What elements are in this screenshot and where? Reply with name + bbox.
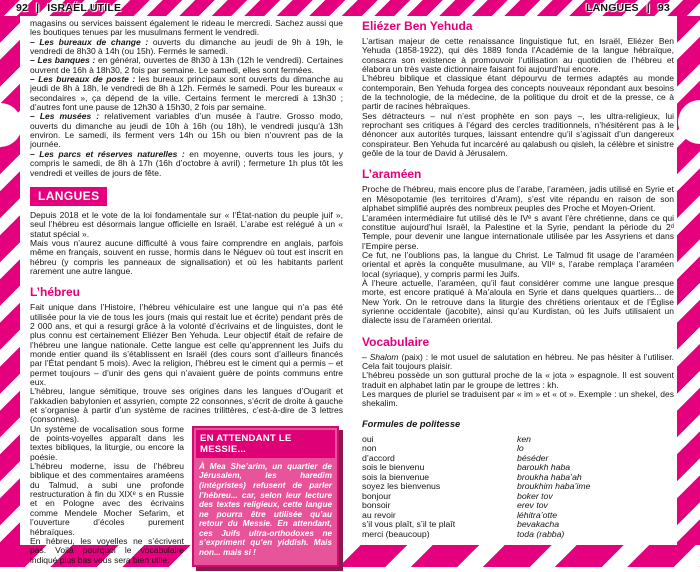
- phrase-french: bonjour: [362, 490, 391, 501]
- phrase-french: s’il vous plaît, s’il te plaît: [362, 519, 456, 530]
- phrase-french: merci (beaucoup): [362, 528, 430, 539]
- right-page-column: [362, 19, 674, 539]
- section-banner-langues: LANGUES: [30, 187, 107, 206]
- bullet-lead: – Les parcs et réserves naturelles :: [30, 148, 185, 159]
- phrase-hebrew: bevakacha: [517, 519, 560, 530]
- paragraph-vocabulaire-1: [362, 353, 674, 372]
- bullet-lead: – Les bureaux de change :: [30, 36, 149, 47]
- paragraph-hebreu-3: Un système de vocalisation sous forme de points-voyelles apparaît dans les textes bibliques, la liturgie, ou encore la poésie.: [30, 423, 184, 462]
- sidebar-box-text: À Mea She’arim, un quartier de Jérusalem, les haredim (intégristes) refusent de parler l’hébreu... car, selon leur lecture des textes religieux, cette langue ne pourra être utilisée qu’au retour du Messie. En attendant, ces Juifs ultra-orthodoxes ne s’expriment qu’en yiddish. Mais non... mais si !: [199, 461, 332, 558]
- bullet-lead: – Les bureaux de poste :: [30, 74, 136, 85]
- phrase-hebrew: ken: [517, 433, 532, 444]
- paragraph-arameen-2: L’araméen intermédiaire fut utilisé dès le IVᵉ s avant l’ère chrétienne, dans ce qui constitue aujourd’hui Israël, la Palestine et la Syrie, pendant la période du 2ᵈ Temple, pour devenir une langue internationale utilisée par les Assyriens et dans l’Empire perse.: [362, 212, 674, 251]
- bullet-text: les bureaux principaux sont ouverts du dimanche au jeudi de 8h à 18h, le vendredi de 8h à 12h. Fermés le samedi. Pour les bureaux « secondaires », ça dépend de la ville. Certains ferment le mercredi à 13h30 ; d’autres font une pause de 12h30 à 15h30, 2 fois par semaine.: [30, 74, 343, 113]
- vocab-text: (paix) : le mot usuel de salutation en hébreu. Ne pas hésiter à l’utiliser. Cela fait toujours plaisir.: [362, 351, 674, 371]
- bullet-musees: [30, 112, 343, 149]
- subheading-arameen: L’araméen: [362, 167, 422, 182]
- phrase-hebrew: toda (rabba): [517, 528, 565, 539]
- subheading-ben-yehuda: Eliézer Ben Yehuda: [362, 19, 473, 33]
- bullet-text: en moyenne, ouverts tous les jours, y compris le samedi, de 8h à 17h (16h d’octobre à avril) ; fermeture 1h plus tôt les vendredi et veilles de jours de fête.: [30, 148, 344, 178]
- paragraph-hebreu-1: Fait unique dans l’Histoire, l’hébreu véhiculaire est une langue qui n’a pas été utilisée pour la vie de tous les jours (mais qui restait lue et écrite) pendant près de 2 000 ans, et qui a resurgi grâce à la volonté d’écrivains et de linguistes, dont le plus connu est certainement Eliézer Ben Yehuda. Leur objectif était de refaire de l’hébreu une langue nationale. Cette langue est celle qu’apprennent les Juifs du monde entier quand ils s’établissent en Israël (des cours sont d’ailleurs financés par l’État pendant 5 mois). Avec la religion, l’hébreu est le ciment qui a permis – et permet toujours – d’unir des gens qui n’avaient guère de points communs entre eux.: [30, 302, 343, 387]
- phrase-hebrew: broukha haba’ah: [517, 471, 582, 482]
- running-head-separator: |: [646, 2, 650, 14]
- bullet-lead: – Les banques :: [30, 55, 96, 66]
- bullet-text: en général, ouvertes de 8h30 à 13h (12h le vendredi). Certaines ouvrent de 16h à 18h30, 2 fois par semaine. Le samedi, elles sont fermées.: [30, 55, 343, 75]
- phrase-hebrew: béséder: [517, 452, 549, 463]
- sidebar-box-messie: [192, 426, 339, 567]
- running-head-separator: |: [36, 2, 40, 14]
- page-number-left: 92: [16, 2, 29, 14]
- phrase-hebrew: erev tov: [517, 500, 548, 511]
- phrase-french: sois la bienvenue: [362, 471, 430, 482]
- bullet-text: ouverts du dimanche au jeudi de 9h à 19h, le vendredi de 8h30 à 14h (ou 15h). Fermés le samedi.: [30, 36, 343, 57]
- bullet-bureaux-de-change: [30, 38, 343, 57]
- running-head-left-title: ISRAËL UTILE: [47, 2, 122, 14]
- phrase-hebrew: boker tov: [517, 490, 553, 501]
- paragraph-arameen-4: À l’heure actuelle, l’araméen, qu’il faut considérer comme une langue presque morte, est encore pratiqué à Ma’aloula en Syrie et dans quelques quartiers... de New York. On le retrouve dans la liturgie des chrétiens orientaux et de l’Église syrienne occidentale (jacobite), ainsi qu’au Kurdistan, où les Juifs utilisaient un dialecte issu de l’araméen oriental.: [362, 277, 674, 326]
- paragraph-ben-yehuda-1: L’artisan majeur de cette renaissance linguistique fut, en Israël, Eliézer Ben Yehuda (1858-1922), qui dès 1889 fonda l’Académie de la langue hébraïque, consacra son existence à promouvoir l’utilisation au quotidien de l’hébreu et élabora un très vaste dictionnaire faisant foi aujourd’hui encore.: [362, 36, 674, 75]
- running-head-right: [582, 2, 674, 14]
- stripe-border-left: [0, 16, 20, 545]
- running-head-right-title: LANGUES: [586, 2, 639, 14]
- bullet-lead: – Les musées :: [30, 111, 100, 122]
- left-page-column: [30, 19, 343, 572]
- bullet-text: relativement variables d’un musée à l’autre. Grosso modo, ouverts du dimanche au jeudi de 10h à 16h (ou 18h), le vendredi jusqu’à 13h environ. Le samedi, ils ferment vers 14h ou 15h ou bien n’ouvrent pas de la journée.: [30, 111, 343, 150]
- phrase-hebrew: baroukh haba: [517, 462, 571, 473]
- phrase-french: bonsoir: [362, 500, 391, 511]
- phrase-french: au revoir: [362, 509, 396, 520]
- paragraph-arameen-1: Proche de l’hébreu, mais encore plus de l’arabe, l’araméen, jadis utilisé en Syrie et en Mésopotamie (les territoires d’Aram), s’est vite répandu en raison de son alphabet simplifié auprès des nombreux peuples des Proche et Moyen-Orient.: [362, 184, 674, 214]
- paragraph-langues-1: Depuis 2018 et le vote de la loi fondamentale sur « l’État-nation du peuple juif », seul l’hébreu est désormais langue officielle en Israël. L’arabe est relégué à un « statut spécial ».: [30, 209, 343, 239]
- paragraph-arameen-3: Ce fut, ne l’oublions pas, la langue du Christ. Le Talmud fit usage de l’araméen oriental et après la conquête musulmane, au VIIᵉ s, l’arabe remplaça l’araméen local (syriaque), y compris parmi les Juifs.: [362, 249, 674, 279]
- paragraph-langues-2: Mais vous n’aurez aucune difficulté à vous faire comprendre en anglais, parfois même en français, souvent en russe, hormis dans le Néguev où tout est inscrit en hébreu (y compris les panneaux de signalisation) et où les habitants parlent rarement une autre langue.: [30, 237, 343, 276]
- phrase-french: sois le bienvenu: [362, 462, 425, 473]
- phrase-french: soyez les bienvenus: [362, 481, 441, 492]
- subheading-vocabulaire: Vocabulaire: [362, 334, 430, 349]
- phrase-hebrew: léhitra’otte: [517, 509, 558, 520]
- phrase-row: [362, 530, 674, 540]
- paragraph-hebreu-5: En hébreu, les voyelles ne s’écrivent pas. Voilà pourquoi le vocabulaire indiqué plus bas vous sera bien utile.: [30, 535, 184, 565]
- running-head-left: [12, 2, 125, 14]
- phrase-french: d’accord: [362, 452, 395, 463]
- sidebar-box-title: EN ATTENDANT LE MESSIE...: [196, 430, 335, 458]
- phrase-french: oui: [362, 433, 374, 444]
- paragraph-vocabulaire-3: Les marques de pluriel se traduisent par « im » et « ot ». Exemple : un shekel, des shekalim.: [362, 389, 674, 409]
- bullet-parcs-reserves: [30, 150, 343, 178]
- stripe-border-right: [677, 16, 700, 545]
- bullet-bureaux-de-poste: [30, 75, 343, 112]
- phrase-hebrew: broukhim haba’ime: [517, 481, 591, 492]
- vocab-lead-shalom: – Shalom: [362, 351, 399, 362]
- paragraph-hebreu-2: L’hébreu, langue sémitique, trouve ses origines dans les langues d’Ougarit et l’akkadien babylonien et assyrien, compte 22 consonnes, s’écrit de droite à gauche et s’organise à partir d’un système de racines trilittères, c’est-à-dire de 3 lettres (consonnes).: [30, 386, 343, 425]
- paragraph-ben-yehuda-2: L’hébreu biblique et classique étant dépourvu de termes adaptés au monde contemporain, Ben Yehuda forgea des concepts nouveaux répondant aux besoins de la technologie, de la médecine, de la politique du droit et de la presse, ce à partir de racines hébraïques.: [362, 73, 674, 112]
- page-number-right: 93: [657, 2, 670, 14]
- bullet-banques: [30, 56, 343, 75]
- paragraph-opening-hours: magasins ou services baissent également le rideau le mercredi. Sachez aussi que les boutiques tenues par les musulmans ferment le vendredi.: [30, 18, 343, 38]
- paragraph-ben-yehuda-3: Ses détracteurs – nul n’est prophète en son pays –, les ultra-religieux, lui reprochant ses critiques à l’égard des cercles traditionnels, n’hésitèrent pas à le dénoncer aux autorités turques, laissant entendre qu’il s’agissait d’un dangereux conspirateur. Ben Yehuda fut incarcéré au qalabush ou qisleh, la célèbre et sinistre geôle de la tour de David à Jérusalem.: [362, 110, 674, 159]
- phrase-hebrew: lo: [517, 443, 524, 454]
- paragraph-vocabulaire-2: L’hébreu possède un son guttural proche de la « jota » espagnole. Il est souvent traduit en alphabet latin par le groupe de lettres : kh.: [362, 370, 674, 390]
- phrase-french: non: [362, 443, 377, 454]
- subheading-hebreu: L’hébreu: [30, 285, 81, 300]
- paragraph-hebreu-4: L’hébreu moderne, issu de l’hébreu biblique et des commentaires araméens du Talmud, a subi une profonde restructuration à fin du XIXᵉ s en Russie et en Pologne avec des écrivains comme Mendele Mocher Sefarim, et l’ouverture d’écoles purement hébraïques.: [30, 461, 184, 537]
- phrases-list-title: Formules de politesse: [362, 418, 461, 429]
